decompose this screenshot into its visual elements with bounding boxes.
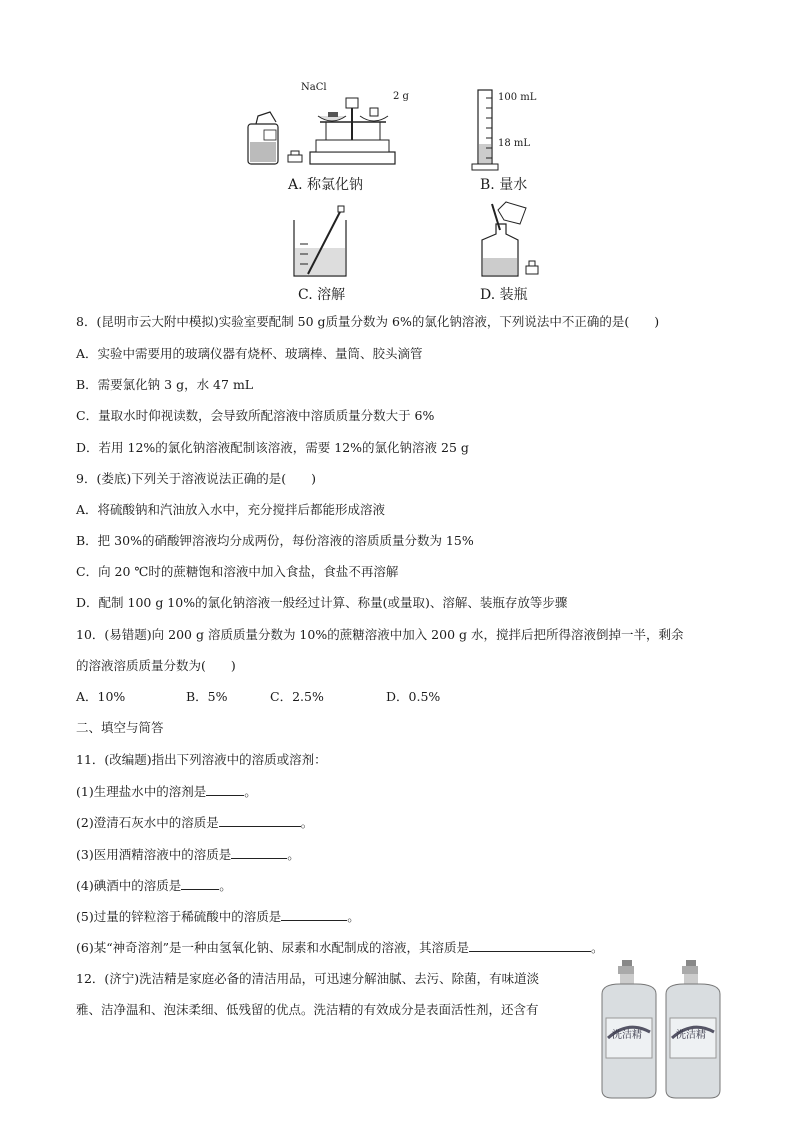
question-11-item-2 [76,814,313,831]
experiment-figures [240,82,560,307]
question-10-stem-line2: 的溶液溶质质量分数为( ) [76,658,236,673]
item-4-text: (4)碘酒中的溶质是 [76,878,182,893]
question-11-item-4 [76,877,232,894]
question-8-option-d: D．若用 12%的氯化钠溶液配制该溶液，需要 12%的氯化钠溶液 25 g [76,440,469,455]
item-4-end: 。 [219,878,232,893]
question-10-option-d: D．0.5% [386,689,441,704]
question-9-stem: 9．(娄底)下列关于溶液说法正确的是( ) [76,471,316,486]
figure-a-label-nacl: NaCl [301,82,327,93]
question-12-line1: 12．(济宁)洗洁精是家庭必备的清洁用品，可迅速分解油腻、去污、除菌，有味道淡 [76,971,540,986]
question-8-option-c: C．量取水时仰视读数，会导致所配溶液中溶质质量分数大于 6% [76,408,435,423]
item-2-text: (2)澄清石灰水中的溶质是 [76,815,219,830]
answer-blank-2[interactable] [219,814,301,827]
figure-a-balance [240,82,400,172]
item-5-text: (5)过量的锌粒溶于稀硫酸中的溶质是 [76,909,282,924]
answer-blank-5[interactable] [281,908,347,921]
question-9-option-d: D．配制 100 g 10%的氯化钠溶液一般经过计算、称量(或量取)、溶解、装瓶存放等步骤 [76,595,568,610]
item-6-end: 。 [591,940,604,955]
section-2-title: 二、填空与简答 [76,720,164,735]
figure-b-label-top: 100 mL [498,92,537,103]
question-10-option-c: C．2.5% [270,689,324,704]
figure-a-label-weight: 2 g [393,91,409,102]
answer-blank-4[interactable] [181,877,219,890]
question-10-options [76,689,440,705]
item-1-text: (1)生理盐水中的溶剂是 [76,784,207,799]
figure-d-caption: D. 装瓶 [480,287,528,303]
item-3-text: (3)医用酒精溶液中的溶质是 [76,847,232,862]
figure-b-cylinder [470,88,500,172]
question-11-item-6 [76,939,604,956]
question-8-option-b: B．需要氯化钠 3 g，水 47 mL [76,377,254,392]
question-9-option-c: C．向 20 ℃时的蔗糖饱和溶液中加入食盐，食盐不再溶解 [76,564,399,579]
figure-a-caption: A. 称氯化钠 [288,177,364,193]
question-10-option-a: A．10% [76,689,126,704]
item-3-end: 。 [287,847,300,862]
item-1-end: 。 [244,784,257,799]
question-11-item-3 [76,846,300,863]
question-10-option-b: B．5% [186,689,228,704]
question-9-option-b: B．把 30%的硝酸钾溶液均分成两份，每份溶液的溶质质量分数为 15% [76,533,474,548]
item-6-text: (6)某“神奇溶剂”是一种由氢氧化钠、尿素和水配制成的溶液，其溶质是 [76,940,469,955]
question-11-stem: 11．(改编题)指出下列溶液中的溶质或溶剂： [76,752,327,767]
figure-c-caption: C. 溶解 [298,287,346,303]
question-12-line2: 雅、洁净温和、泡沫柔细、低残留的优点。洗洁精的有效成分是表面活性剂，还含有 [76,1002,539,1017]
item-2-end: 。 [300,815,314,830]
figure-b-caption: B. 量水 [480,177,528,193]
question-11-item-1 [76,783,257,800]
question-11-item-5 [76,908,360,925]
answer-blank-1[interactable] [206,783,244,796]
question-8-option-a: A．实验中需要用的玻璃仪器有烧杯、玻璃棒、量筒、胶头滴管 [76,346,423,361]
figure-c-beaker [288,204,358,280]
figure-d-bottle [476,200,560,280]
item-5-end: 。 [347,909,360,924]
question-10-stem-line1: 10．(易错题)向 200 g 溶质质量分数为 10%的蔗糖溶液中加入 200 g 水，搅拌后把所得溶液倒掉一半，剩余 [76,627,684,642]
bottle-label-right: 洗洁精 [676,1030,706,1041]
question-9-option-a: A．将硫酸钠和汽油放入水中，充分搅拌后都能形成溶液 [76,502,386,517]
answer-blank-3[interactable] [231,846,287,859]
answer-blank-6[interactable] [469,939,591,952]
figure-b-label-level: 18 mL [498,138,531,149]
question-8-stem: 8．(昆明市云大附中模拟)实验室要配制 50 g质量分数为 6%的氯化钠溶液，下列说法中不正确的是( ) [76,314,660,329]
bottle-label-left: 洗洁精 [612,1030,642,1041]
